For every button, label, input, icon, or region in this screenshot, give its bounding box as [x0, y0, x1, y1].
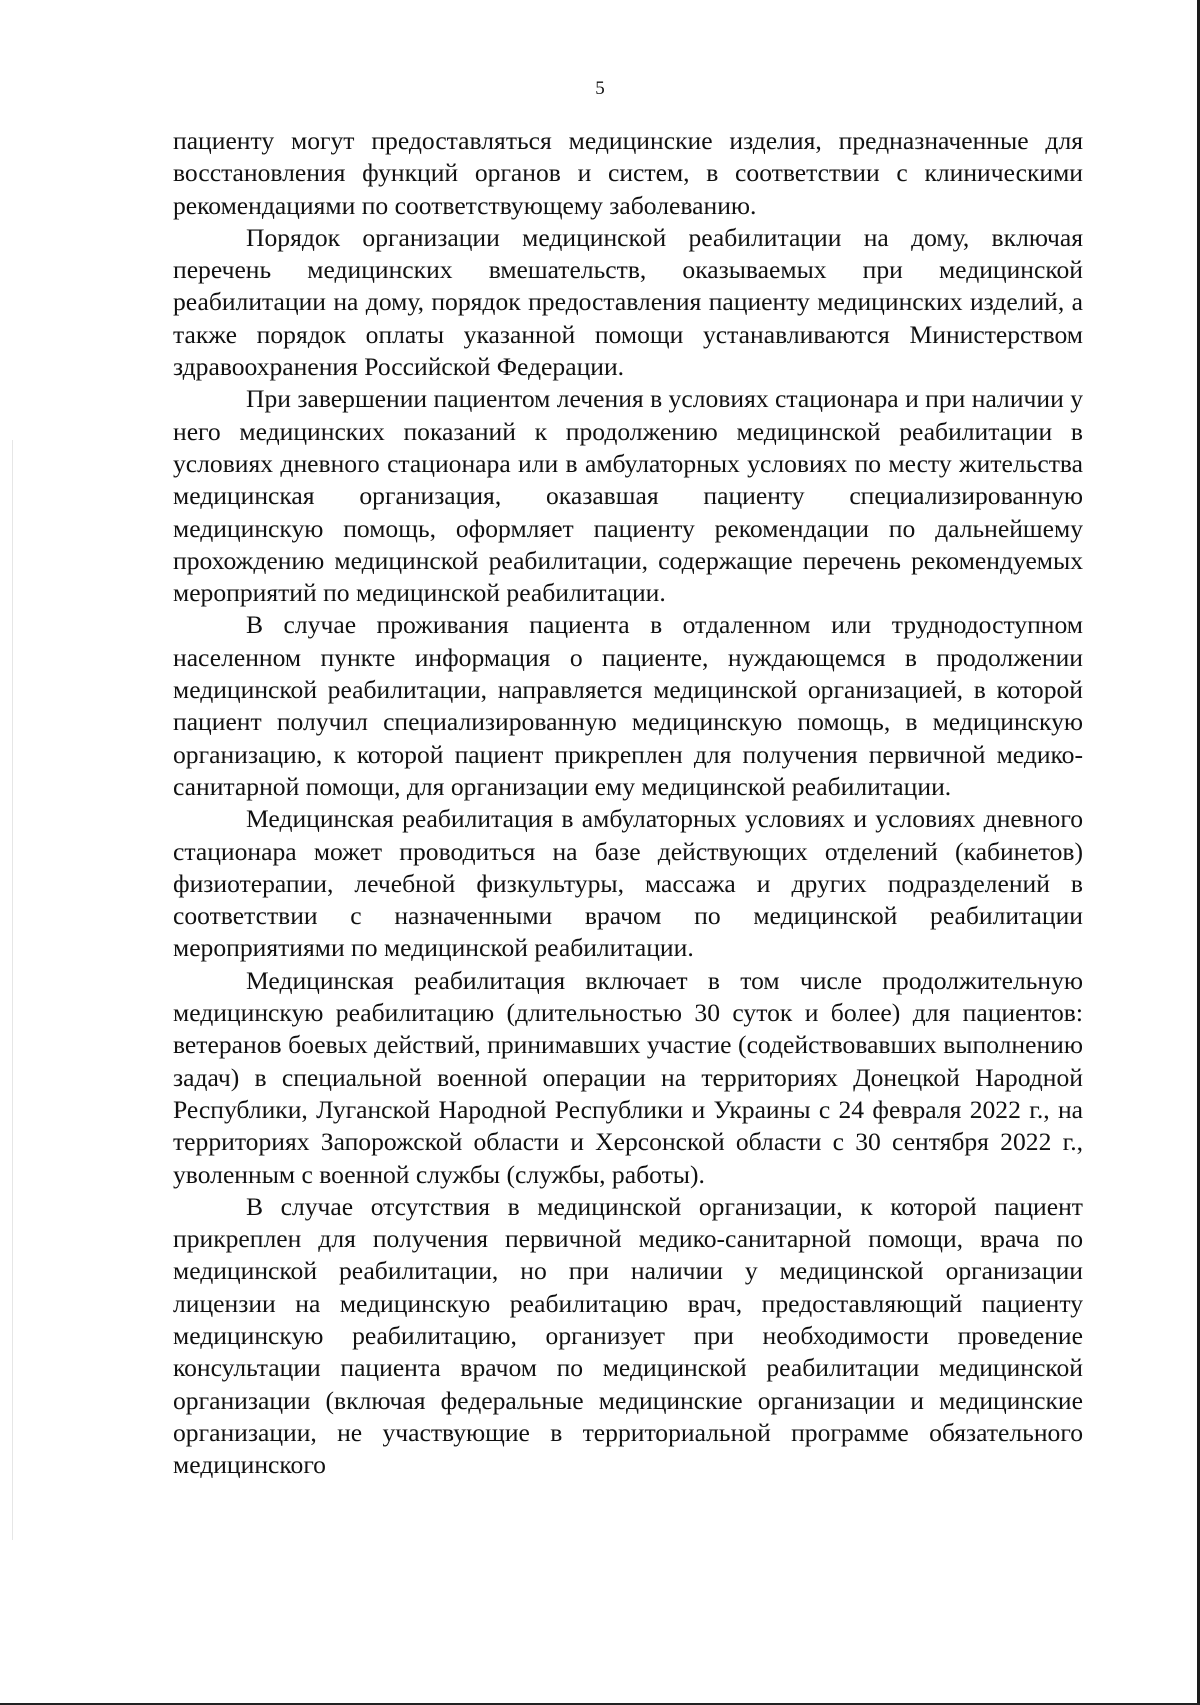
paragraph-outpatient-rehabilitation: Медицинская реабилитация в амбулаторных условиях и условиях дневного стационара может проводиться на базе действующих отделений (кабинетов) физиотерапии, лечебной физкультуры, массажа и других подразделений в соответствии с назначенными врачом по медицинской реабилитации мероприятиями по медицинской реабилитации. — [173, 804, 1083, 963]
paragraph-home-rehabilitation-procedure: Порядок организации медицинской реабилитации на дому, включая перечень медицинских вмешательств, оказываемых при медицинской реабилитации на дому, порядок предоставления пациенту медицинских изделий, а также порядок оплаты указанной помощи устанавливаются Министерством здравоохранения Российской Федерации. — [173, 222, 1083, 382]
paragraph-long-term-rehabilitation: Медицинская реабилитация включает в том числе продолжительную медицинскую реабилитацию (длительностью 30 суток и более) для пациентов: ветеранов боевых действий, принимавших участие (содействовавших выполнению задач) в специальной военной операции на территориях Донецкой Народной Республики, Луганской Народной Республики и Украины с 24 февраля 2022 г., на территориях Запорожской области и Херсонской области с 30 сентября 2022 г., уволенным с военной службы (службы, работы). — [173, 965, 1083, 1189]
paragraph-absent-rehabilitation-doctor: В случае отсутствия в медицинской организации, к которой пациент прикреплен для получения первичной медико-санитарной помощи, врача по медицинской реабилитации, но при наличии у медицинской организации лицензии на медицинскую реабилитацию врач, предоставляющий пациенту медицинскую реабилитацию, организует при необходимости проведение консультации пациента врачом по медицинской реабилитации медицинской организации (включая федеральные медицинские организации и медицинские организации, не участвующие в территориальной программе обязательного медицинского — [173, 1191, 1083, 1480]
document-body — [173, 125, 1083, 1481]
page-number: 5 — [595, 78, 605, 99]
paragraph-continuation: пациенту могут предоставляться медицинские изделия, предназначенные для восстановления функций органов и систем, в соответствии с клиническими рекомендациями по соответствующему заболеванию. — [173, 126, 1083, 220]
paragraph-hospital-discharge-recommendations: При завершении пациентом лечения в условиях стационара и при наличии у него медицинских показаний к продолжению медицинской реабилитации в условиях дневного стационара или в амбулаторных условиях по месту жительства медицинская организация, оказавшая пациенту специализированную медицинскую помощь, оформляет пациенту рекомендации по дальнейшему прохождению медицинской реабилитации, содержащие перечень рекомендуемых мероприятий по медицинской реабилитации. — [173, 384, 1083, 608]
scan-edge-left — [12, 440, 13, 1540]
paragraph-remote-settlement: В случае проживания пациента в отдаленном или труднодоступном населенном пункте информация о пациенте, нуждающемся в продолжении медицинской реабилитации, направляется медицинской организацией, в которой пациент получил специализированную медицинскую помощь, в медицинскую организацию, к которой пациент прикреплен для получения первичной медико-санитарной помощи, для организации ему медицинской реабилитации. — [173, 610, 1083, 801]
